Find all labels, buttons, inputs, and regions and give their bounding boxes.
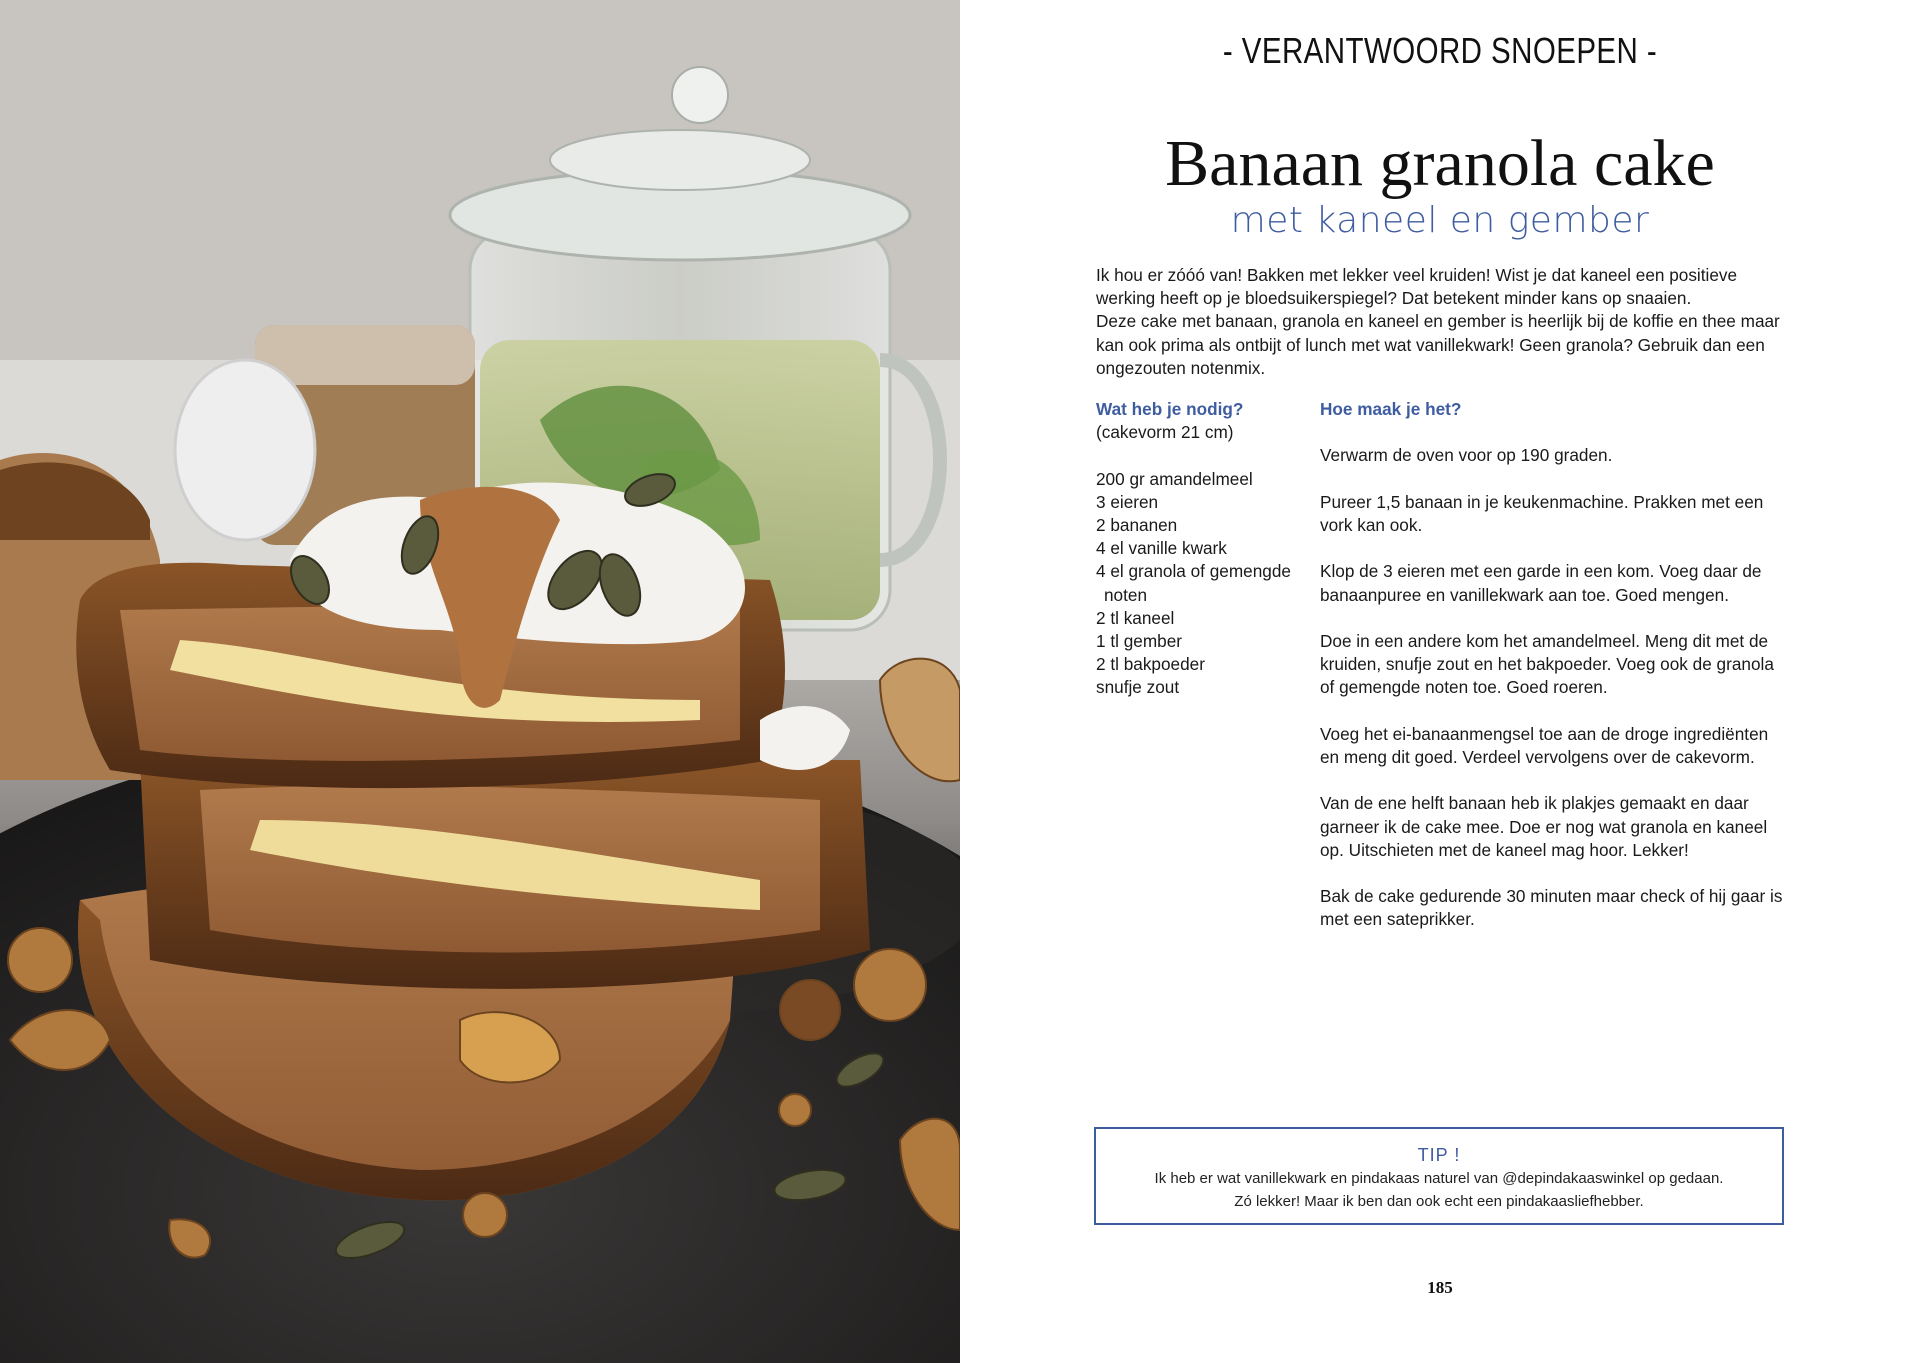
step-item: Van de ene helft banaan heb ik plakjes gemaakt en daar garneer ik de cake mee. Doe er nog wat granola en kaneel op. Uitschieten met de kaneel mag hoor. Lekker! (1320, 793, 1768, 860)
ingredient-item: 2 bananen (1096, 515, 1178, 535)
step-item: Voeg het ei-banaanmengsel toe aan de droge ingrediënten en meng dit goed. Verdeel vervolgens over de cakevorm. (1320, 723, 1769, 767)
step-item: Bak de cake gedurende 30 minuten maar check of hij gaar is met een sateprikker. (1320, 886, 1783, 930)
step-item: Verwarm de oven voor op 190 graden. (1320, 445, 1613, 466)
ingredients-heading: Wat heb je nodig? (1096, 399, 1244, 419)
ingredient-item: 200 gr amandelmeel (1096, 468, 1253, 489)
ingredient-item: 3 eieren (1096, 491, 1159, 512)
recipe-page (960, 0, 1920, 1363)
tip-heading: TIP ! (1417, 1145, 1461, 1165)
step-item: Doe in een andere kom het amandelmeel. Meng dit met de kruiden, snufje zout en het bakpoeder. Voeg ook de granola of gemengde noten toe. Goed roeren. (1320, 630, 1774, 698)
recipe-title: Banaan granola cake (1165, 127, 1715, 200)
recipe-subtitle: met kaneel en gember (1230, 200, 1650, 241)
ingredient-item: 2 tl kaneel (1096, 607, 1175, 628)
ingredient-item: 1 tl gember (1096, 631, 1182, 652)
page-number: 185 (1427, 1278, 1453, 1297)
ingredients-note: (cakevorm 21 cm) (1096, 422, 1234, 443)
step-item: Klop de 3 eieren met een garde in een kom. Voeg daar de banaanpuree en vanillekwark aan toe. Goed mengen. (1320, 561, 1762, 605)
ingredient-item: 2 tl bakpoeder (1096, 654, 1205, 675)
ingredient-item: snufje zout (1096, 677, 1180, 698)
step-item: Pureer 1,5 banaan in je keukenmachine. Prakken met een vork kan ook. (1320, 491, 1764, 535)
tip-line: Ik heb er wat vanillekwark en pindakaas naturel van @depindakaaswinkel op gedaan. (1154, 1170, 1724, 1187)
recipe-intro (1096, 264, 1796, 380)
intro-paragraph: Deze cake met banaan, granola en kaneel en gember is heerlijk bij de koffie en thee maar kan ook prima als ontbijt of lunch met wat vanillekwark! Geen granola? Gebruik dan een ongezouten notenmix. (1096, 311, 1780, 378)
ingredient-item: 4 el vanille kwark (1096, 538, 1227, 559)
tip-box (1094, 1127, 1784, 1225)
section-label: - VERANTWOORD SNOEPEN - (1222, 30, 1658, 71)
ingredient-item: noten (1104, 584, 1148, 605)
intro-paragraph: Ik hou er zóóó van! Bakken met lekker veel kruiden! Wist je dat kaneel een positieve werking heeft op je bloedsuikerspiegel? Dat betekent minder kans op snaaien. (1096, 265, 1738, 309)
tip-line: Zó lekker! Maar ik ben dan ook echt een pindakaasliefhebber. (1234, 1193, 1644, 1210)
ingredients-column (1096, 398, 1316, 700)
ingredient-item: 4 el granola of gemengde (1096, 561, 1291, 582)
steps-column (1320, 398, 1790, 932)
steps-heading: Hoe maak je het? (1320, 399, 1462, 419)
